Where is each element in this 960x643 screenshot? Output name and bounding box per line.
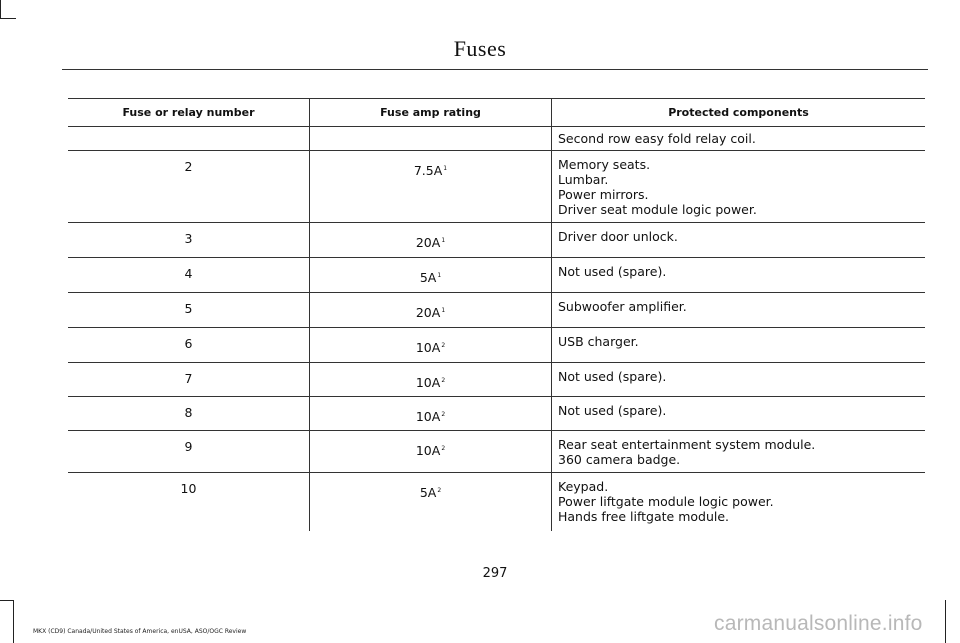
- protected-components: [552, 127, 926, 151]
- component-line: Power liftgate module logic power.: [558, 494, 774, 509]
- page-number: 297: [482, 566, 508, 581]
- footer-text: MKX (CD9) Canada/United States of America, enUSA, ASO/OGC Review: [33, 628, 247, 635]
- fuse-number: 6: [68, 328, 310, 363]
- page-title: Fuses: [453, 36, 507, 61]
- protected-components: [552, 223, 926, 258]
- footnote-ref: 2: [437, 486, 442, 494]
- footnote-ref: 2: [441, 341, 446, 349]
- amp-rating: [310, 223, 552, 258]
- amp-value: 20A: [415, 305, 441, 320]
- protected-components: [552, 431, 926, 473]
- amp-rating: [310, 258, 552, 293]
- watermark-text: carmanualsonline.info: [714, 612, 923, 635]
- footnote-ref: 2: [441, 376, 446, 384]
- footnote-ref: 1: [443, 164, 448, 172]
- component-line: Rear seat entertainment system module.: [558, 437, 816, 452]
- component-line: Not used (spare).: [558, 264, 667, 279]
- protected-components: [552, 258, 926, 293]
- table-row: [68, 127, 925, 151]
- footnote-ref: 2: [441, 444, 446, 452]
- title-divider: [62, 69, 928, 70]
- crop-mark: [0, 18, 16, 19]
- crop-mark: [0, 600, 14, 601]
- amp-value: 20A: [415, 235, 441, 250]
- protected-components: [552, 328, 926, 363]
- crop-mark: [945, 600, 946, 643]
- amp-rating: [310, 363, 552, 397]
- amp-rating: [310, 397, 552, 431]
- table-row: [68, 151, 925, 223]
- component-line: USB charger.: [558, 334, 639, 349]
- amp-value: 10A: [415, 443, 441, 458]
- amp-value: 10A: [415, 375, 441, 390]
- amp-value: 5A: [419, 485, 437, 500]
- table-row: [68, 431, 925, 473]
- fuse-number: 8: [68, 397, 310, 431]
- amp-value: 10A: [415, 409, 441, 424]
- table-row: [68, 397, 925, 431]
- crop-mark: [13, 600, 14, 643]
- amp-value: 5A: [419, 270, 437, 285]
- protected-components: [552, 293, 926, 328]
- fuse-number: 9: [68, 431, 310, 473]
- protected-components: [552, 473, 926, 531]
- fuse-number: 7: [68, 363, 310, 397]
- component-line: Not used (spare).: [558, 369, 667, 384]
- table-row: [68, 473, 925, 531]
- component-line: Keypad.: [558, 479, 609, 494]
- footnote-ref: 1: [441, 306, 446, 314]
- header-amp-rating: Fuse amp rating: [310, 99, 552, 127]
- header-fuse-number: Fuse or relay number: [68, 99, 310, 127]
- fuse-table: [68, 98, 925, 531]
- amp-rating: [310, 431, 552, 473]
- amp-rating: [310, 151, 552, 223]
- crop-mark: [0, 0, 1, 18]
- table-row: [68, 328, 925, 363]
- amp-value: 10A: [415, 340, 441, 355]
- table-row: [68, 258, 925, 293]
- table-row: [68, 223, 925, 258]
- component-line: Driver seat module logic power.: [558, 202, 757, 217]
- fuse-number: [68, 127, 310, 151]
- component-line: Not used (spare).: [558, 403, 667, 418]
- amp-rating: [310, 293, 552, 328]
- amp-value: 7.5A: [413, 163, 443, 178]
- fuse-number: 2: [68, 151, 310, 223]
- component-line: Memory seats.: [558, 157, 651, 172]
- component-line: Driver door unlock.: [558, 229, 678, 244]
- fuse-number: 3: [68, 223, 310, 258]
- component-line: Second row easy fold relay coil.: [558, 131, 756, 146]
- component-line: Power mirrors.: [558, 187, 649, 202]
- table-row: [68, 293, 925, 328]
- component-line: Hands free liftgate module.: [558, 509, 730, 524]
- component-line: 360 camera badge.: [558, 452, 681, 467]
- table-row: [68, 363, 925, 397]
- amp-rating: [310, 328, 552, 363]
- footnote-ref: 1: [437, 271, 442, 279]
- header-protected-components: Protected components: [552, 99, 926, 127]
- protected-components: [552, 363, 926, 397]
- footnote-ref: 1: [441, 236, 446, 244]
- fuse-number: 4: [68, 258, 310, 293]
- protected-components: [552, 397, 926, 431]
- footnote-ref: 2: [441, 410, 446, 418]
- table-header-row: [68, 99, 925, 127]
- component-line: Lumbar.: [558, 172, 609, 187]
- component-line: Subwoofer amplifier.: [558, 299, 687, 314]
- amp-rating: [310, 127, 552, 151]
- amp-rating: [310, 473, 552, 531]
- protected-components: [552, 151, 926, 223]
- fuse-number: 5: [68, 293, 310, 328]
- fuse-number: 10: [180, 481, 197, 496]
